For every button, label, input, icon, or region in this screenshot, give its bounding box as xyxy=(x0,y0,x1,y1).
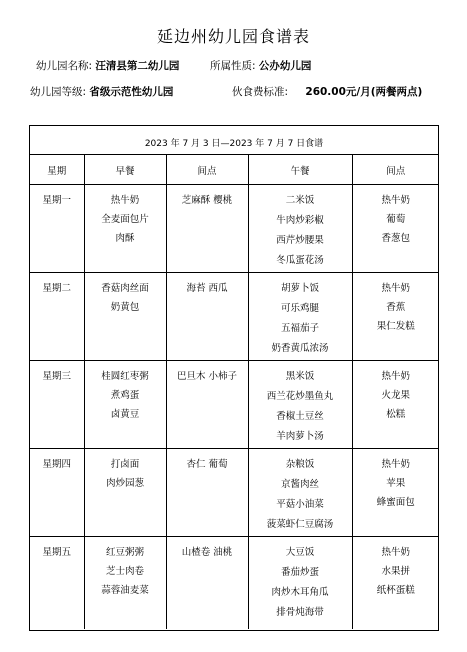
menu-item: 山楂卷 油桃 xyxy=(181,547,233,558)
lunch-cell xyxy=(248,273,352,361)
week-title: 2023 年 7 月 3 日—2023 年 7 月 7 日食谱 xyxy=(144,139,324,149)
day-cell xyxy=(30,537,84,629)
snack-cell xyxy=(166,185,248,273)
menu-table xyxy=(30,154,439,629)
menu-box xyxy=(29,125,439,631)
menu-item: 冬瓜蛋花汤 xyxy=(276,255,324,266)
lunch-cell xyxy=(248,361,352,449)
menu-item: 热牛奶 xyxy=(381,547,410,558)
menu-item: 水果拼 xyxy=(381,566,410,577)
menu-item: 热牛奶 xyxy=(381,371,410,382)
day-cell xyxy=(30,449,84,537)
fee-value: 260.00元/月(两餐两点) xyxy=(305,86,423,98)
menu-item: 蒜蓉油麦菜 xyxy=(101,585,149,596)
menu-item: 西芹炒腰果 xyxy=(276,235,324,246)
menu-item: 五福茄子 xyxy=(280,323,319,334)
menu-item: 热牛奶 xyxy=(381,459,410,470)
menu-item: 杂粮饭 xyxy=(285,459,315,470)
header-row xyxy=(30,155,439,185)
menu-item: 排骨炖海带 xyxy=(276,607,324,618)
snack-cell xyxy=(166,273,248,361)
menu-item: 蜂蜜面包 xyxy=(376,497,415,508)
menu-item: 可乐鸡腿 xyxy=(280,303,319,314)
header-afternoon: 间点 xyxy=(352,155,439,185)
menu-item: 肉炒园葱 xyxy=(105,478,144,489)
day-label: 星期一 xyxy=(42,195,71,206)
table-row xyxy=(30,361,439,449)
menu-item: 纸杯蛋糕 xyxy=(376,585,415,596)
menu-item: 果仁发糕 xyxy=(376,321,415,332)
menu-item: 肉酥 xyxy=(115,233,135,244)
menu-item: 奶黄包 xyxy=(110,302,140,313)
menu-item: 羊肉萝卜汤 xyxy=(276,431,324,442)
snack-cell xyxy=(166,449,248,537)
menu-item: 香葱包 xyxy=(381,233,410,244)
nature-value: 公办幼儿园 xyxy=(258,60,312,72)
menu-item: 杏仁 葡萄 xyxy=(186,459,228,470)
info-row-nature xyxy=(210,58,311,73)
breakfast-cell xyxy=(84,537,166,629)
table-row xyxy=(30,273,439,361)
menu-item: 热牛奶 xyxy=(381,195,410,206)
header-day: 星期 xyxy=(30,155,84,185)
breakfast-cell xyxy=(84,361,166,449)
lunch-cell xyxy=(248,537,352,629)
table-row xyxy=(30,185,439,273)
info-row-grade xyxy=(30,84,173,99)
afternoon-cell xyxy=(352,273,439,361)
breakfast-cell xyxy=(84,185,166,273)
header-breakfast: 早餐 xyxy=(84,155,166,185)
fee-label: 伙食费标准: xyxy=(232,86,289,98)
info-row-name xyxy=(36,58,179,73)
menu-item: 香蕉 xyxy=(386,302,406,313)
menu-item: 煮鸡蛋 xyxy=(110,390,140,401)
menu-item: 全麦面包片 xyxy=(101,214,149,225)
snack-cell xyxy=(166,537,248,629)
header-lunch: 午餐 xyxy=(248,155,352,185)
afternoon-cell xyxy=(352,449,439,537)
lunch-cell xyxy=(248,185,352,273)
header-snack: 间点 xyxy=(166,155,248,185)
menu-item: 平菇小油菜 xyxy=(276,499,324,510)
menu-item: 芝士肉卷 xyxy=(105,566,144,577)
menu-item: 芝麻酥 樱桃 xyxy=(181,195,233,206)
afternoon-cell xyxy=(352,361,439,449)
info-row-fee xyxy=(232,84,422,99)
grade-label: 幼儿园等级: xyxy=(30,86,87,98)
menu-item: 奶香黄瓜浓汤 xyxy=(271,343,329,354)
afternoon-cell xyxy=(352,537,439,629)
menu-item: 番茄炒蛋 xyxy=(280,567,319,578)
menu-item: 打卤面 xyxy=(110,459,140,470)
menu-item: 苹果 xyxy=(386,478,406,489)
menu-item: 西兰花炒墨鱼丸 xyxy=(266,391,334,402)
page-title: 延边州幼儿园食谱表 xyxy=(156,27,310,46)
menu-item: 葡萄 xyxy=(386,214,406,225)
snack-cell xyxy=(166,361,248,449)
day-cell xyxy=(30,273,84,361)
breakfast-cell xyxy=(84,273,166,361)
day-label: 星期四 xyxy=(42,459,71,470)
menu-item: 香菇肉丝面 xyxy=(101,283,149,294)
lunch-cell xyxy=(248,449,352,537)
menu-item: 桂圆红枣粥 xyxy=(101,371,149,382)
grade-value: 省级示范性幼儿园 xyxy=(89,86,174,98)
day-label: 星期五 xyxy=(42,547,71,558)
menu-item: 火龙果 xyxy=(381,390,410,401)
menu-item: 卤黄豆 xyxy=(110,409,140,420)
table-row xyxy=(30,449,439,537)
menu-item: 松糕 xyxy=(386,409,406,420)
menu-item: 牛肉炒彩椒 xyxy=(276,215,324,226)
menu-item: 海苔 西瓜 xyxy=(186,283,228,294)
name-value: 汪清县第二幼儿园 xyxy=(95,60,180,72)
menu-item: 菠菜虾仁豆腐汤 xyxy=(266,519,334,530)
breakfast-cell xyxy=(84,449,166,537)
menu-item: 热牛奶 xyxy=(381,283,410,294)
afternoon-cell xyxy=(352,185,439,273)
menu-item: 二米饭 xyxy=(285,195,315,206)
day-label: 星期二 xyxy=(42,283,71,294)
name-label: 幼儿园名称: xyxy=(36,60,93,72)
table-row xyxy=(30,537,439,629)
menu-item: 胡萝卜饭 xyxy=(280,283,319,294)
menu-item: 红豆粥粥 xyxy=(105,547,144,558)
nature-label: 所属性质: xyxy=(210,60,256,72)
menu-item: 京酱肉丝 xyxy=(280,479,319,490)
menu-item: 巴旦木 小柿子 xyxy=(176,371,238,382)
menu-item: 肉炒木耳角瓜 xyxy=(271,587,329,598)
day-cell xyxy=(30,185,84,273)
menu-item: 香椒土豆丝 xyxy=(276,411,324,422)
menu-item: 黑米饭 xyxy=(285,371,315,382)
day-cell xyxy=(30,361,84,449)
menu-item: 大豆饭 xyxy=(285,547,315,558)
day-label: 星期三 xyxy=(42,371,71,382)
menu-item: 热牛奶 xyxy=(110,195,140,206)
